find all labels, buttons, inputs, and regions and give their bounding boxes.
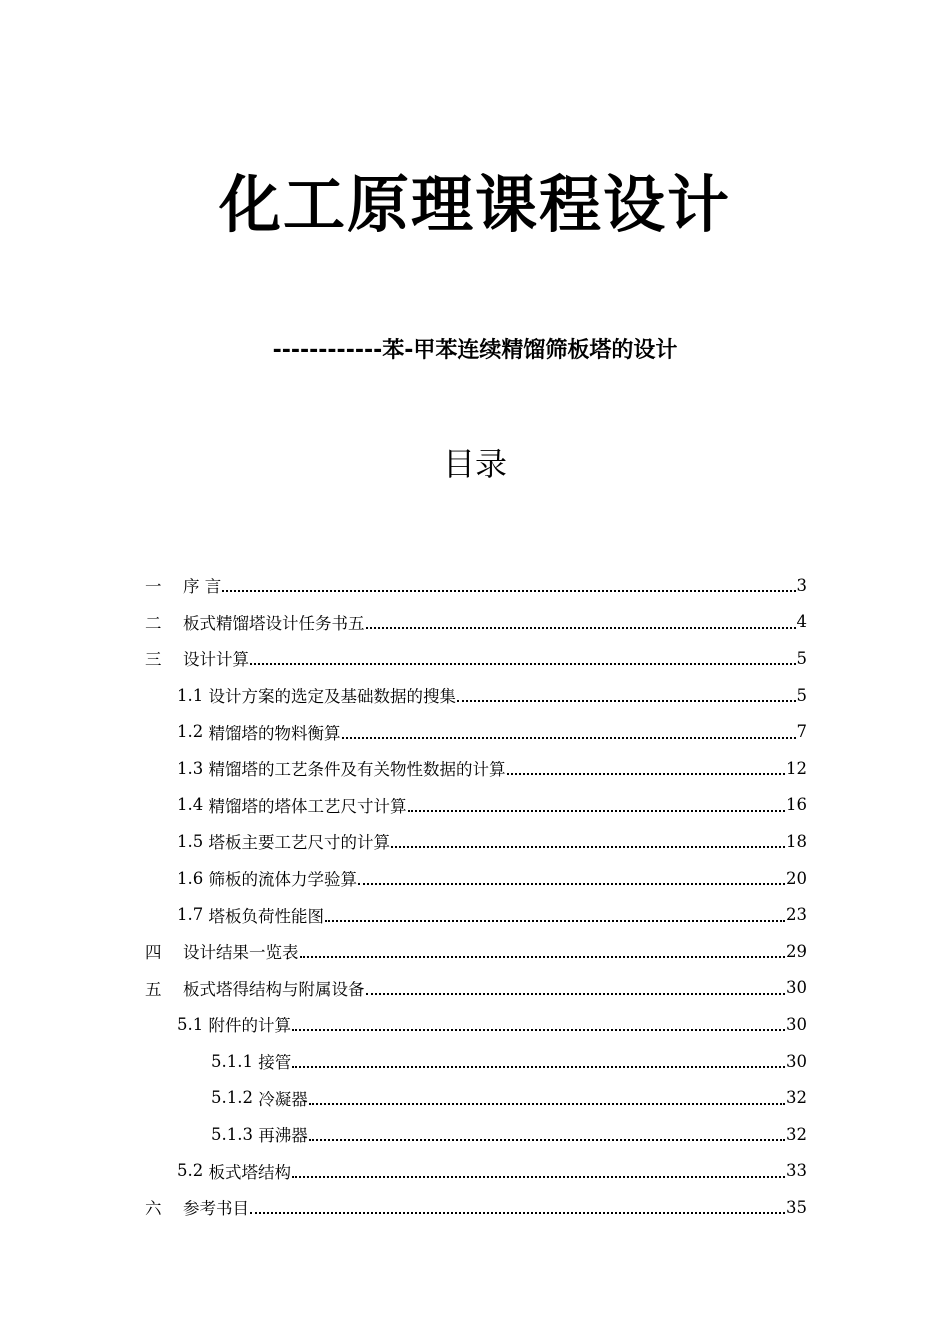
toc-entry-number: 二 xyxy=(145,613,162,633)
toc-dot-leader xyxy=(250,1212,785,1214)
toc-dot-leader xyxy=(325,920,785,922)
toc-dot-leader xyxy=(342,737,796,739)
toc-entry-label: 板式塔得结构与附属设备 xyxy=(183,979,365,999)
toc-entry-page: 30 xyxy=(786,978,807,998)
toc-entry-number: 1.7 xyxy=(177,905,204,925)
toc-entry-label: 精馏塔的工艺条件及有关物性数据的计算 xyxy=(208,760,506,780)
document-subtitle: ------------苯-甲苯连续精馏筛板塔的设计 xyxy=(272,338,678,363)
toc-dot-leader xyxy=(366,993,786,995)
toc-entry-number: 1.3 xyxy=(177,758,204,778)
toc-entry[interactable] xyxy=(145,970,807,1007)
toc-entry[interactable] xyxy=(145,1189,807,1226)
toc-entry-label: 板式塔结构 xyxy=(208,1162,291,1182)
toc-dot-leader xyxy=(300,956,786,958)
toc-entry-page: 33 xyxy=(786,1161,807,1181)
toc-entry-page: 16 xyxy=(786,795,807,815)
toc-entry-number: 1.6 xyxy=(177,868,204,888)
toc-dot-leader xyxy=(309,1139,785,1141)
toc-dot-leader xyxy=(292,1176,785,1178)
toc-dot-leader xyxy=(358,883,785,885)
toc-dot-leader xyxy=(222,590,795,592)
toc-entry-page: 5 xyxy=(796,685,807,705)
toc-dot-leader xyxy=(250,663,796,665)
toc-entry-number: 1.2 xyxy=(177,722,204,742)
toc-entry-label: 参考书目 xyxy=(183,1199,249,1219)
toc-entry[interactable] xyxy=(145,1006,807,1043)
toc-entry-label: 精馏塔的塔体工艺尺寸计算 xyxy=(208,796,407,816)
toc-entry-page: 18 xyxy=(786,831,807,851)
toc-entry-page: 29 xyxy=(786,941,807,961)
toc-entry-label: 再沸器 xyxy=(258,1126,308,1146)
toc-entry-number: 5.1.1 xyxy=(211,1051,253,1071)
toc-entry-page: 12 xyxy=(786,758,807,778)
toc-entry-label: 序 言 xyxy=(183,577,222,597)
toc-entry-label: 设计方案的选定及基础数据的搜集 xyxy=(208,687,456,707)
toc-entry-page: 7 xyxy=(796,722,807,742)
toc-entry[interactable] xyxy=(145,787,807,824)
toc-dot-leader xyxy=(366,627,796,629)
toc-entry-page: 5 xyxy=(796,648,807,668)
toc-entry-label: 接管 xyxy=(258,1053,292,1073)
toc-entry-number: 5.1.3 xyxy=(211,1124,253,1144)
toc-dot-leader xyxy=(391,846,785,848)
table-of-contents xyxy=(145,567,807,1226)
toc-entry-label: 筛板的流体力学验算 xyxy=(208,870,357,890)
toc-dot-leader xyxy=(292,1029,785,1031)
toc-entry[interactable] xyxy=(145,640,807,677)
toc-entry-label: 设计结果一览表 xyxy=(183,943,299,963)
toc-entry[interactable] xyxy=(145,933,807,970)
toc-entry-number: 5.1.2 xyxy=(211,1088,253,1108)
toc-entry[interactable] xyxy=(145,677,807,714)
toc-entry-label: 冷凝器 xyxy=(258,1089,308,1109)
toc-entry-page: 30 xyxy=(786,1051,807,1071)
toc-entry-number: 一 xyxy=(145,577,162,597)
toc-dot-leader xyxy=(292,1066,785,1068)
toc-dot-leader xyxy=(309,1103,785,1105)
toc-dot-leader xyxy=(507,773,786,775)
toc-entry-page: 23 xyxy=(786,905,807,925)
document-title: 化工原理课程设计 xyxy=(218,168,731,241)
toc-entry[interactable] xyxy=(145,750,807,787)
toc-entry-label: 塔板主要工艺尺寸的计算 xyxy=(208,833,390,853)
toc-entry-page: 20 xyxy=(786,868,807,888)
toc-entry-label: 板式精馏塔设计任务书五 xyxy=(183,613,365,633)
toc-entry-page: 32 xyxy=(786,1124,807,1144)
toc-entry-label: 设计计算 xyxy=(183,650,249,670)
toc-entry-page: 3 xyxy=(796,575,807,595)
toc-entry-number: 五 xyxy=(145,979,162,999)
toc-entry-label: 塔板负荷性能图 xyxy=(208,906,324,926)
toc-dot-leader xyxy=(408,810,786,812)
toc-entry[interactable] xyxy=(145,604,807,641)
toc-entry[interactable] xyxy=(145,823,807,860)
toc-entry[interactable] xyxy=(145,1079,807,1116)
toc-entry[interactable] xyxy=(145,1116,807,1153)
toc-entry-page: 32 xyxy=(786,1088,807,1108)
toc-heading: 目录 xyxy=(442,445,507,483)
toc-entry-number: 六 xyxy=(145,1199,162,1219)
toc-entry-label: 精馏塔的物料衡算 xyxy=(208,723,341,743)
toc-entry-number: 5.2 xyxy=(177,1161,204,1181)
toc-entry-number: 三 xyxy=(145,650,162,670)
toc-entry-page: 30 xyxy=(786,1014,807,1034)
toc-entry[interactable] xyxy=(145,567,807,604)
toc-entry-number: 1.1 xyxy=(177,685,204,705)
toc-entry[interactable] xyxy=(145,1043,807,1080)
toc-entry[interactable] xyxy=(145,896,807,933)
toc-entry-number: 1.4 xyxy=(177,795,204,815)
toc-entry[interactable] xyxy=(145,860,807,897)
toc-entry[interactable] xyxy=(145,713,807,750)
toc-entry-number: 四 xyxy=(145,943,162,963)
toc-entry-label: 附件的计算 xyxy=(208,1016,291,1036)
toc-entry-number: 5.1 xyxy=(177,1014,204,1034)
toc-dot-leader xyxy=(457,700,796,702)
toc-entry-page: 35 xyxy=(786,1197,807,1217)
toc-entry-number: 1.5 xyxy=(177,831,204,851)
toc-entry-page: 4 xyxy=(796,612,807,632)
toc-entry[interactable] xyxy=(145,1153,807,1190)
